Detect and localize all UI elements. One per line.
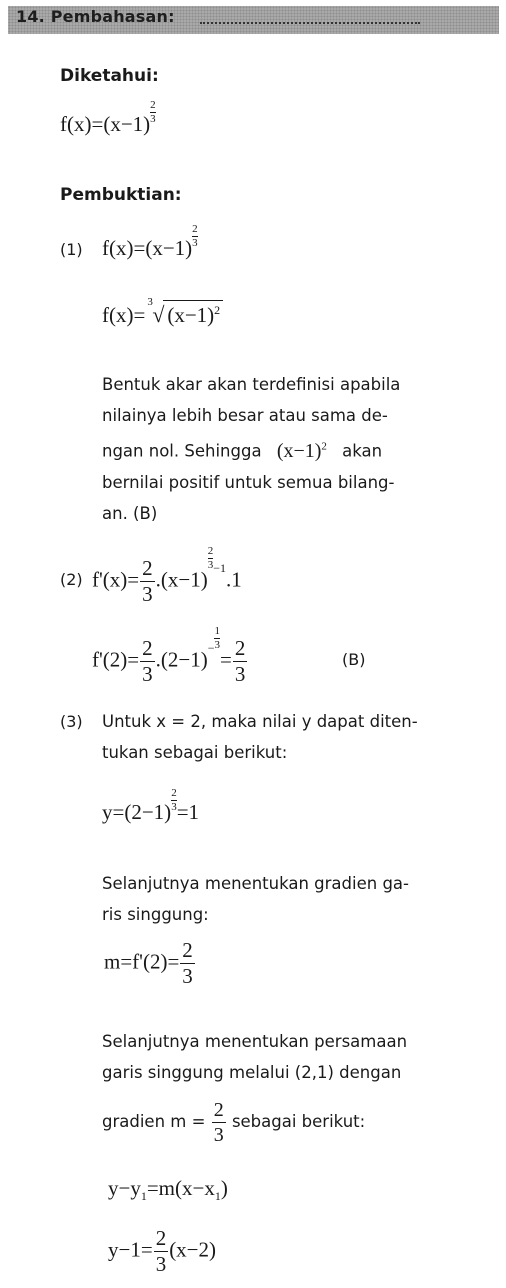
pembuktian-label: Pembuktian: — [60, 185, 182, 205]
step-2-mark: (B) — [342, 650, 366, 669]
step-1-equation-b: f(x)= 3 √ $(x-1)^2$ — [102, 300, 223, 328]
tangent-equation: y−1= $\frac{2}{3}$ (x−2) — [108, 1226, 217, 1276]
step-3-number: (3) — [60, 712, 83, 731]
step-1-paragraph: Bentuk akar akan terdefinisi apabila nilainya lebih besar atau sama de- ngan nol. Sehingga $(x-1)^2$ akan bernilai positif untuk semua bilang- an. (B) — [102, 375, 401, 523]
section-title: 14. Pembahasan: — [16, 7, 175, 26]
step-1-equation-a: f(x)=(x−1) $\frac{2}{3}$ — [102, 223, 198, 260]
given-function: f(x)=(x−1) $\frac{2}{3}$ — [60, 99, 156, 136]
gradien-paragraph: Selanjutnya menentukan gradien ga- ris singgung: — [102, 874, 409, 924]
step-2-number: (2) — [60, 570, 83, 589]
gradien-line: gradien m = $\frac{2}{3}$ sebagai berikut: — [102, 1099, 366, 1146]
step-2-evaluation: f'(2)= $\frac{2}{3}$ .(2−1)− $\frac{1}{3}$ = $\frac{2}{3}$ — [92, 625, 246, 686]
banner-dotted-leader — [200, 22, 420, 24]
diketahui-label: Diketahui: — [60, 66, 159, 86]
tangent-formula: $y-y_1=m(x-x_1)$ — [108, 1176, 228, 1204]
gradient-equation: m=f'(2)= $\frac{2}{3}$ — [104, 938, 193, 988]
step-2-derivative: f'(x)= $\frac{2}{3}$ .(x−1) $\frac{2}{3}$ $^{-1}$.1 — [92, 545, 242, 606]
persamaan-paragraph: Selanjutnya menentukan persamaan garis singgung melalui (2,1) dengan — [102, 1032, 408, 1082]
step-1-number: (1) — [60, 240, 83, 259]
step-3-y-value: y=(2−1) $\frac{2}{3}$ =1 — [102, 787, 200, 824]
step-3-intro: Untuk x = 2, maka nilai y dapat diten- tukan sebagai berikut: — [102, 712, 418, 762]
